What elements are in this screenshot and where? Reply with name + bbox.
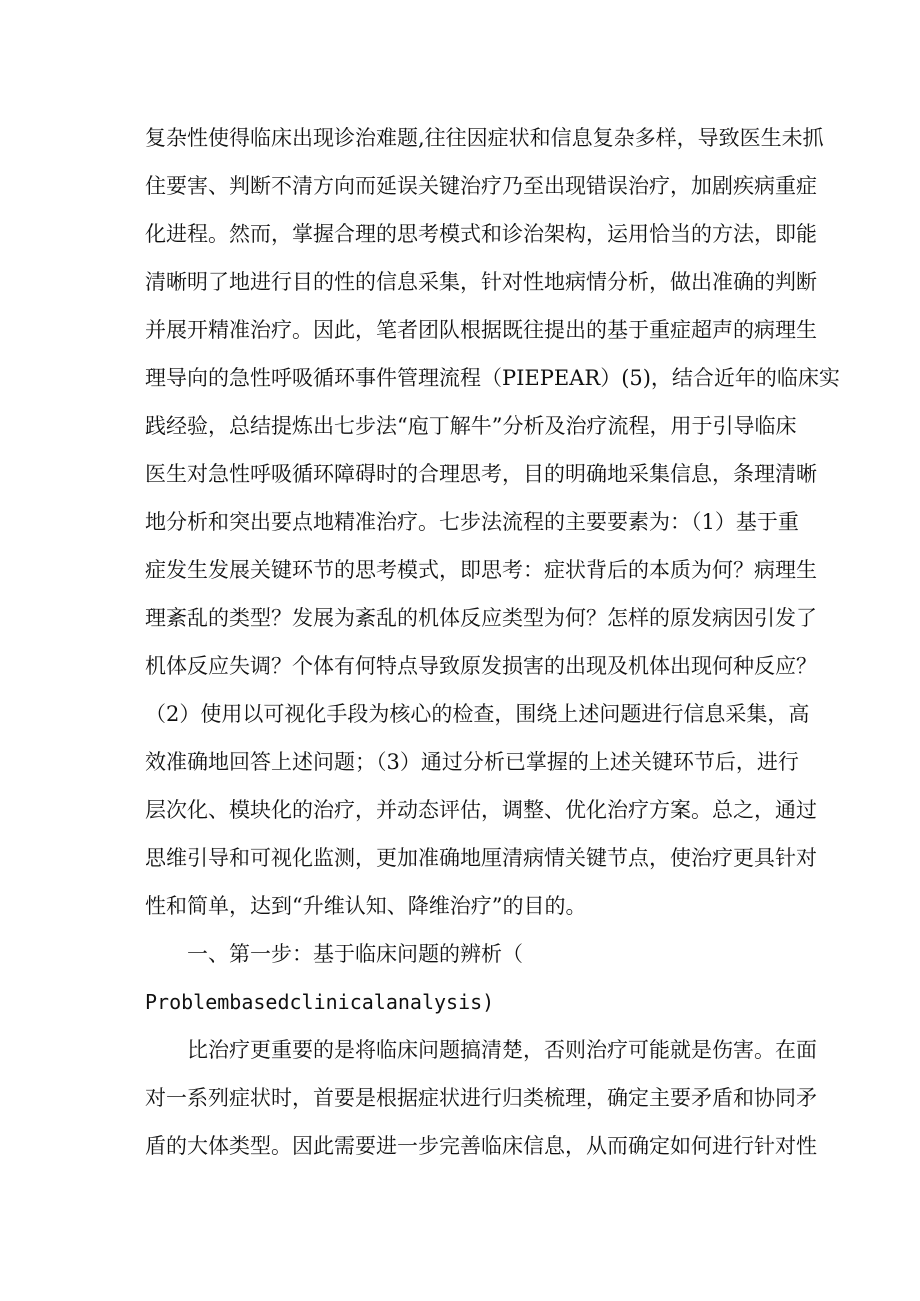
section-heading-line-1: 一、第一步：基于临床问题的辨析（ <box>187 942 523 966</box>
section-heading-line-2: Problembasedclinicalanalysis) <box>145 990 495 1014</box>
paragraph1-line-6: 理导向的急性呼吸循环事件管理流程（PIEPEAR）(5)，结合近年的临床实 <box>145 366 840 390</box>
paragraph2-line-1: 比治疗更重要的是将临床问题搞清楚，否则治疗可能就是伤害。在面 <box>187 1038 817 1062</box>
paragraph1-line-2: 住要害、判断不清方向而延误关键治疗乃至出现错误治疗，加剧疾病重症 <box>145 174 817 198</box>
paragraph1-line-13: （2）使用以可视化手段为核心的检查，围绕上述问题进行信息采集，高 <box>145 702 810 726</box>
paragraph1-line-14: 效准确地回答上述问题；（3）通过分析已掌握的上述关键环节后，进行 <box>145 750 799 774</box>
paragraph1-line-3: 化进程。然而，掌握合理的思考模式和诊治架构，运用恰当的方法，即能 <box>145 222 817 246</box>
paragraph1-line-11: 理紊乱的类型？发展为紊乱的机体反应类型为何？怎样的原发病因引发了 <box>145 606 817 630</box>
paragraph1-line-12: 机体反应失调？个体有何特点导致原发损害的出现及机体出现何种反应？ <box>145 654 817 678</box>
paragraph1-line-5: 并展开精准治疗。因此，笔者团队根据既往提出的基于重症超声的病理生 <box>145 318 817 342</box>
paragraph1-line-7: 践经验，总结提炼出七步法“庖丁解牛”分析及治疗流程，用于引导临床 <box>145 414 797 438</box>
document-body <box>145 0 840 1301</box>
paragraph1-line-15: 层次化、模块化的治疗，并动态评估，调整、优化治疗方案。总之，通过 <box>145 798 817 822</box>
paragraph1-line-9: 地分析和突出要点地精准治疗。七步法流程的主要要素为：（1）基于重 <box>145 510 799 534</box>
paragraph1-line-17: 性和简单，达到“升维认知、降维治疗”的目的。 <box>145 894 587 918</box>
paragraph1-line-1: 复杂性使得临床出现诊治难题,往往因症状和信息复杂多样，导致医生未抓 <box>145 126 824 150</box>
paragraph1-line-10: 症发生发展关键环节的思考模式，即思考：症状背后的本质为何？病理生 <box>145 558 817 582</box>
paragraph2-line-2: 对一系列症状时，首要是根据症状进行归类梳理，确定主要矛盾和协同矛 <box>145 1086 817 1110</box>
paragraph1-line-8: 医生对急性呼吸循环障碍时的合理思考，目的明确地采集信息，条理清晰 <box>145 462 817 486</box>
paragraph1-line-4: 清晰明了地进行目的性的信息采集，针对性地病情分析，做出准确的判断 <box>145 270 817 294</box>
paragraph2-line-3: 盾的大体类型。因此需要进一步完善临床信息，从而确定如何进行针对性 <box>145 1134 817 1158</box>
paragraph1-line-16: 思维引导和可视化监测，更加准确地厘清病情关键节点，使治疗更具针对 <box>145 846 817 870</box>
